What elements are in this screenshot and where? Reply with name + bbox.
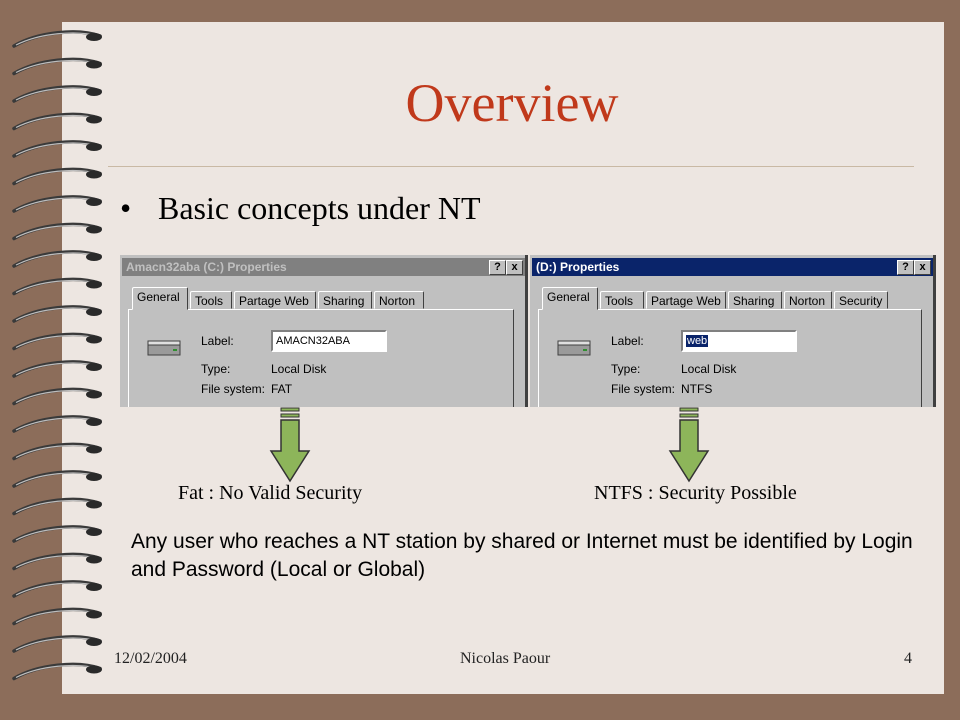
binding-ring: [14, 169, 102, 183]
tab-partage-web[interactable]: Partage Web: [646, 291, 726, 309]
window-edge: [525, 255, 528, 407]
label-caption: Label:: [611, 334, 644, 348]
binding-ring: [14, 664, 102, 678]
general-panel: [538, 309, 922, 407]
type-caption: Type:: [611, 362, 641, 376]
footer-page-number: 4: [904, 650, 912, 667]
window-title: (D:) Properties: [536, 260, 620, 274]
caption-fat: Fat : No Valid Security: [178, 482, 363, 504]
type-value: Local Disk: [271, 362, 327, 376]
slide-title: Overview: [405, 73, 619, 133]
down-arrow-left: [269, 407, 311, 483]
binding-ring: [14, 32, 102, 46]
type-caption: Type:: [201, 362, 231, 376]
label-caption: Label:: [201, 334, 234, 348]
binding-ring: [14, 389, 102, 403]
fs-caption: File system:: [201, 382, 266, 396]
binding-ring: [14, 527, 102, 541]
binding-ring: [14, 142, 102, 156]
fs-caption: File system:: [611, 382, 676, 396]
general-panel: [128, 309, 514, 407]
tab-tools[interactable]: Tools: [600, 291, 644, 309]
caption-ntfs: NTFS : Security Possible: [594, 482, 797, 504]
binding-ring: [14, 444, 102, 458]
bullet-dot: •: [120, 190, 132, 226]
binding-ring: [14, 582, 102, 596]
footer-date: 12/02/2004: [114, 650, 187, 667]
window-edge: [933, 255, 936, 407]
binding-ring: [14, 417, 102, 431]
drive-icon: [557, 340, 591, 356]
bullet-item: [120, 190, 481, 227]
tab-sharing[interactable]: Sharing: [318, 291, 372, 309]
window-title-bar: [532, 258, 934, 276]
down-arrow-right: [668, 407, 710, 483]
tab-sharing[interactable]: Sharing: [728, 291, 782, 309]
help-button[interactable]: ?: [897, 260, 914, 275]
note-text: Any user who reaches a NT station by shared or Internet must be identified by Login and Password (Local or Global): [131, 530, 913, 581]
tab-partage-web[interactable]: Partage Web: [234, 291, 316, 309]
binding-ring: [14, 499, 102, 513]
close-button[interactable]: x: [914, 260, 931, 275]
binding-ring: [14, 472, 102, 486]
binding-ring: [14, 252, 102, 266]
binding-ring: [14, 197, 102, 211]
window-title-bar: [122, 258, 526, 276]
screenshot-c-properties: [120, 255, 528, 407]
help-button[interactable]: ?: [489, 260, 506, 275]
window-title: Amacn32aba (C:) Properties: [126, 260, 287, 274]
tab-general[interactable]: General: [132, 287, 188, 310]
type-value: Local Disk: [681, 362, 737, 376]
drive-icon: [147, 340, 181, 356]
binding-ring: [14, 279, 102, 293]
binding-ring: [14, 637, 102, 651]
tab-security[interactable]: Security: [834, 291, 888, 309]
binding-ring: [14, 609, 102, 623]
close-button[interactable]: x: [506, 260, 523, 275]
binding-ring: [14, 224, 102, 238]
label-field[interactable]: AMACN32ABA: [271, 330, 387, 352]
binding-ring: [14, 554, 102, 568]
tab-norton[interactable]: Norton: [784, 291, 832, 309]
screenshot-d-properties: [530, 255, 936, 407]
fs-value: FAT: [271, 382, 293, 396]
tab-general[interactable]: General: [542, 287, 598, 310]
fs-value: NTFS: [681, 382, 713, 396]
tab-norton[interactable]: Norton: [374, 291, 424, 309]
binding-ring: [14, 334, 102, 348]
label-field[interactable]: [681, 330, 797, 352]
bullet-text: Basic concepts under NT: [158, 190, 481, 226]
tab-tools[interactable]: Tools: [190, 291, 232, 309]
footer-author: Nicolas Paour: [460, 650, 551, 667]
binding-ring: [14, 362, 102, 376]
label-field-value: web: [687, 335, 708, 347]
binding-ring: [14, 307, 102, 321]
title-divider: [108, 166, 914, 167]
